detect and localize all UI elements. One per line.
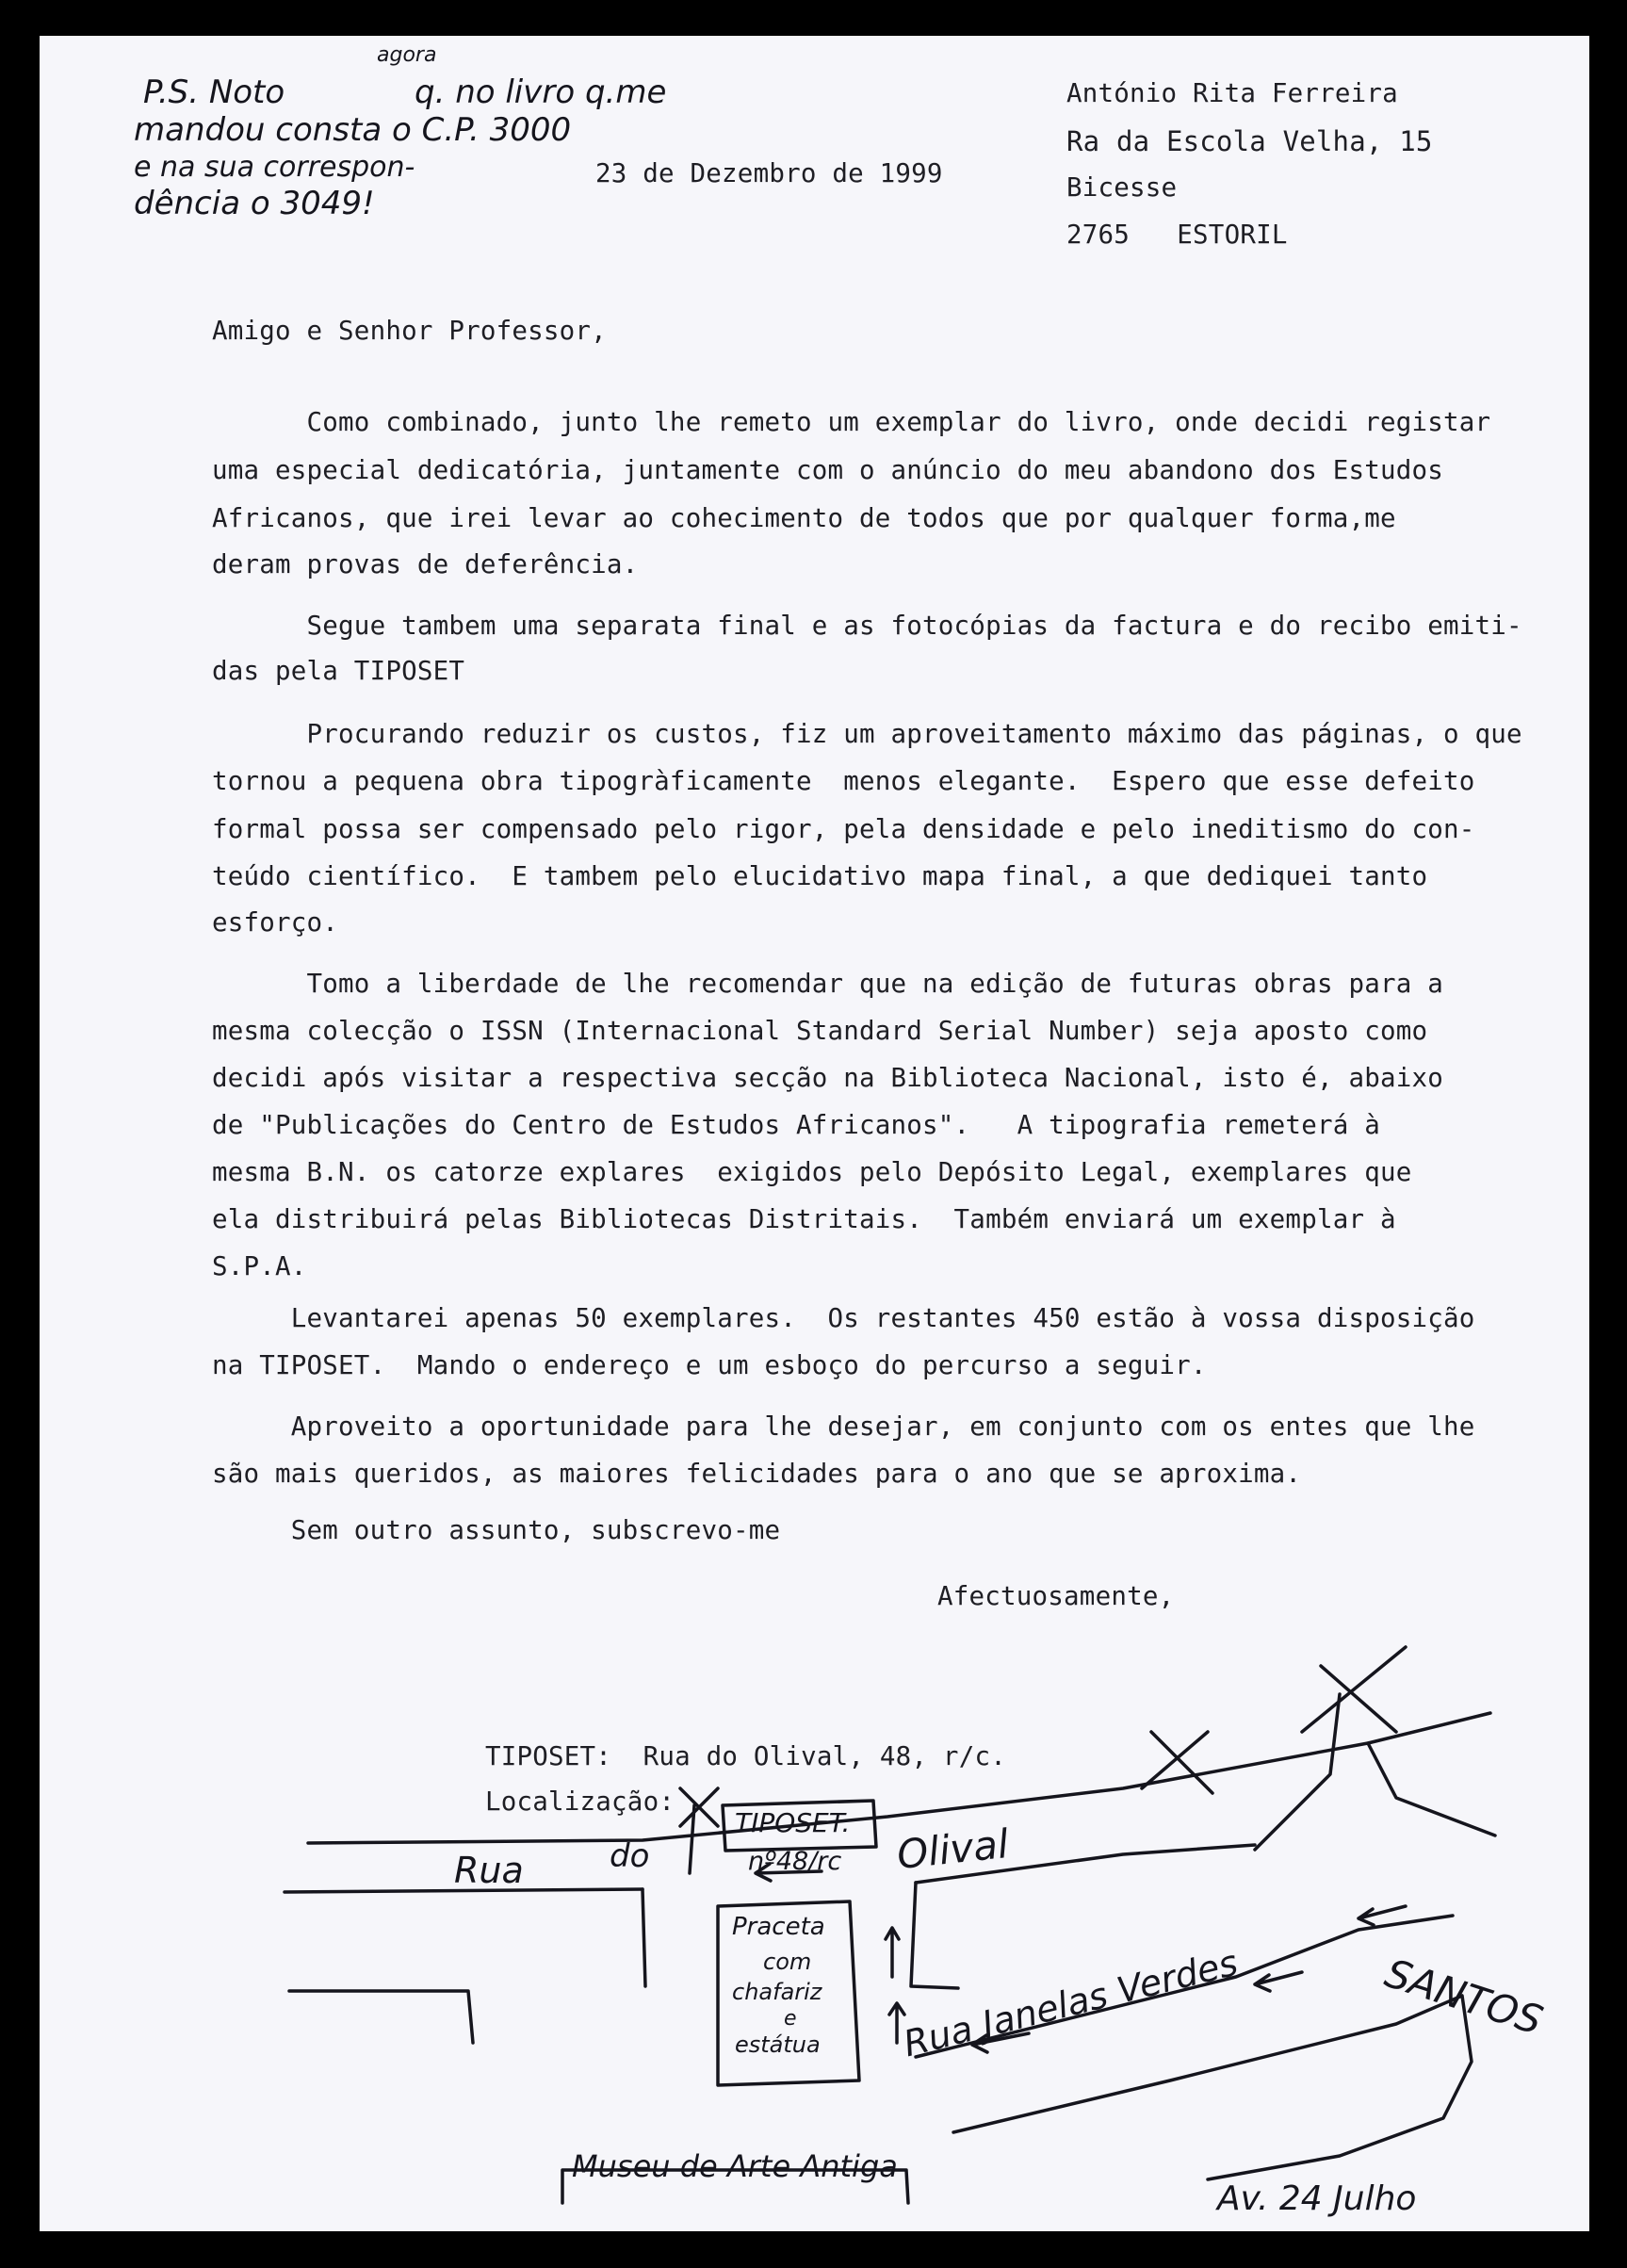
map-label-tiposet: TIPOSET.: [735, 1807, 851, 1838]
map-label-av-24-julho: Av. 24 Julho: [1217, 2179, 1417, 2218]
body-line: tornou a pequena obra tipogràficamente menos elegante. Espero que esse defeito: [212, 766, 1475, 796]
sender-postal: 2765 ESTORIL: [1066, 220, 1288, 250]
map-label-santos: SANTOS: [1379, 1950, 1549, 2045]
body-line: na TIPOSET. Mando o endereço e um esboço do percurso a seguir.: [212, 1350, 1207, 1380]
tiposet-address: TIPOSET: Rua do Olival, 48, r/c.: [485, 1741, 1006, 1771]
map-label-praceta-estatua: estátua: [735, 2031, 821, 2058]
body-line: S.P.A.: [212, 1251, 307, 1281]
body-line: Africanos, que irei levar ao cohecimento de todos que por qualquer forma,me: [212, 503, 1396, 533]
body-line: teúdo científico. E tambem pelo elucidativo mapa final, a que dediquei tanto: [212, 861, 1428, 891]
letter-page: [40, 36, 1589, 2231]
map-label-number: nº48/rc: [748, 1847, 842, 1876]
map-label-praceta-com: com: [763, 1949, 812, 1975]
map-label-rua: Rua: [454, 1850, 524, 1891]
ps-insert-word: agora: [377, 43, 437, 67]
map-label-olival: Olival: [894, 1819, 1011, 1879]
map-label-praceta-e: e: [784, 2007, 797, 2031]
map-label-do: do: [610, 1837, 650, 1875]
body-line: esforço.: [212, 907, 339, 938]
body-line: ela distribuirá pelas Bibliotecas Distritais. Também enviará um exemplar à: [212, 1204, 1396, 1234]
body-line: das pela TIPOSET: [212, 656, 465, 686]
body-line: formal possa ser compensado pelo rigor, pela densidade e pelo ineditismo do con-: [212, 814, 1475, 844]
sender-street: Ra da Escola Velha, 15: [1066, 125, 1433, 157]
ps-line-4: dência o 3049!: [134, 185, 375, 222]
closing: Afectuosamente,: [937, 1581, 1175, 1611]
body-line: Aproveito a oportunidade para lhe desejar, em conjunto com os entes que lhe: [212, 1411, 1475, 1442]
ps-line-1b: q. no livro q.me: [415, 73, 667, 111]
body-line: uma especial dedicatória, juntamente com o anúncio do meu abandono dos Estudos: [212, 455, 1443, 485]
letter-date: 23 de Dezembro de 1999: [595, 158, 943, 188]
sender-name: António Rita Ferreira: [1066, 78, 1398, 108]
map-label-museu: Museu de Arte Antiga: [572, 2148, 898, 2184]
map-label-praceta: Praceta: [732, 1913, 825, 1941]
body-line: mesma colecção o ISSN (Internacional Standard Serial Number) seja aposto como: [212, 1016, 1428, 1046]
ps-line-1a: P.S. Noto: [143, 73, 285, 111]
sender-locality: Bicesse: [1066, 172, 1178, 203]
body-line: Levantarei apenas 50 exemplares. Os restantes 450 estão à vossa disposição: [212, 1303, 1475, 1333]
body-line: Sem outro assunto, subscrevo-me: [212, 1515, 781, 1545]
ps-line-3: e na sua correspon-: [134, 151, 415, 184]
map-label-praceta-chafariz: chafariz: [732, 1979, 822, 2005]
location-label: Localização:: [485, 1787, 675, 1817]
body-line: decidi após visitar a respectiva secção na Biblioteca Nacional, isto é, abaixo: [212, 1063, 1443, 1093]
body-line: mesma B.N. os catorze explares exigidos pelo Depósito Legal, exemplares que: [212, 1157, 1412, 1187]
body-line: de "Publicações do Centro de Estudos Africanos". A tipografia remeterá à: [212, 1110, 1380, 1140]
body-line: deram provas de deferência.: [212, 549, 639, 579]
route-map-sketch: [40, 36, 1589, 2231]
salutation: Amigo e Senhor Professor,: [212, 316, 607, 346]
ps-line-2: mandou consta o C.P. 3000: [134, 111, 572, 149]
body-line: Procurando reduzir os custos, fiz um aproveitamento máximo das páginas, o que: [212, 719, 1522, 749]
body-line: Segue tambem uma separata final e as fotocópias da factura e do recibo emiti-: [212, 611, 1522, 641]
body-line: Tomo a liberdade de lhe recomendar que na edição de futuras obras para a: [212, 969, 1443, 999]
map-label-janelas-verdes: Rua Janelas Verdes: [899, 1941, 1243, 2065]
body-line: são mais queridos, as maiores felicidades para o ano que se aproxima.: [212, 1459, 1302, 1489]
body-line: Como combinado, junto lhe remeto um exemplar do livro, onde decidi registar: [212, 407, 1491, 437]
